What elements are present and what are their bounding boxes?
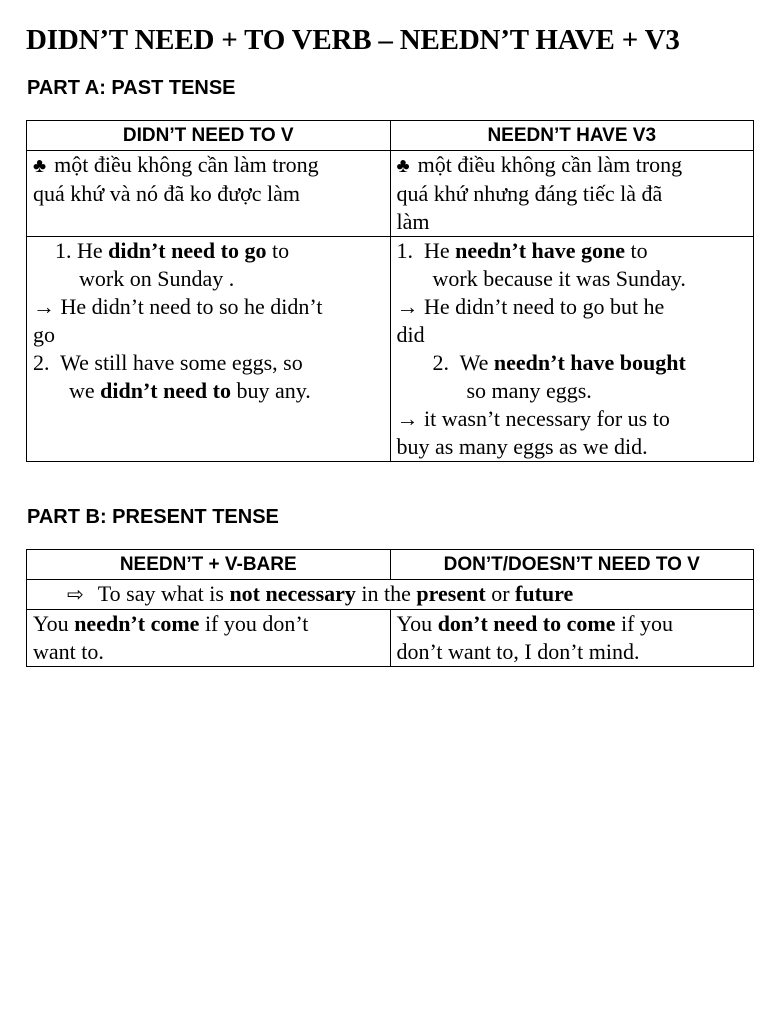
table-header-row bbox=[27, 550, 754, 580]
header-dont-need-to-v: DON’T/DOESN’T NEED TO V bbox=[390, 550, 754, 580]
example-cell-dont-need: You don’t need to come if you don’t want to, I don’t mind. bbox=[390, 610, 754, 667]
examples-cell-didnt-need: 1. He didn’t need to go to work on Sunday . → He didn’t need to so he didn’t go 2. We still have some eggs, so we didn’t need to buy any. bbox=[27, 237, 391, 462]
club-bullet-icon: ♣ bbox=[396, 155, 410, 177]
header-didnt-need-to-v: DIDN’T NEED TO V bbox=[27, 121, 391, 151]
explanation-1: → He didn’t need to go but he bbox=[396, 294, 665, 319]
example-1: 1. He didn’t need to go to bbox=[55, 238, 290, 263]
meaning-cell-neednt-have: ♣ một điều không cần làm trong quá khứ nhưng đáng tiếc là đã làm bbox=[390, 151, 754, 237]
examples-cell-neednt-have: 1. He needn’t have gone to work because it was Sunday. → He didn’t need to go but he did 2. We needn’t have bought so many eggs. → it wasn’t necessary for us to buy as many eggs as we did. bbox=[390, 237, 754, 462]
meaning-cell-didnt-need: ♣ một điều không cần làm trong quá khứ và nó đã ko được làm bbox=[27, 151, 391, 237]
present-tense-table bbox=[26, 549, 754, 667]
past-tense-table bbox=[26, 120, 754, 462]
purpose-row bbox=[27, 580, 754, 610]
table-header-row bbox=[27, 121, 754, 151]
header-neednt-have-v3: NEEDN’T HAVE V3 bbox=[390, 121, 754, 151]
meaning-row bbox=[27, 151, 754, 237]
club-bullet-icon: ♣ bbox=[33, 155, 47, 177]
example-cell-neednt: You needn’t come if you don’t want to. bbox=[27, 610, 391, 667]
arrow-right-icon: ⇨ bbox=[67, 584, 84, 606]
page-title: DIDN’T NEED + TO VERB – NEEDN’T HAVE + V3 bbox=[26, 24, 680, 56]
example-2: 2. We still have some eggs, so bbox=[33, 350, 303, 375]
explanation-1: → He didn’t need to so he didn’t bbox=[33, 294, 323, 319]
example-1: 1. He needn’t have gone to bbox=[396, 238, 648, 263]
header-neednt-v-bare: NEEDN’T + V-BARE bbox=[27, 550, 391, 580]
examples-row bbox=[27, 610, 754, 667]
part-a-heading: PART A: PAST TENSE bbox=[27, 77, 236, 99]
purpose-cell: ⇨ To say what is not necessary in the present or future bbox=[27, 580, 754, 610]
explanation-2: → it wasn’t necessary for us to bbox=[396, 406, 670, 431]
part-b-heading: PART B: PRESENT TENSE bbox=[27, 506, 279, 528]
examples-row bbox=[27, 237, 754, 462]
example-2: 2. We needn’t have bought bbox=[432, 350, 686, 375]
